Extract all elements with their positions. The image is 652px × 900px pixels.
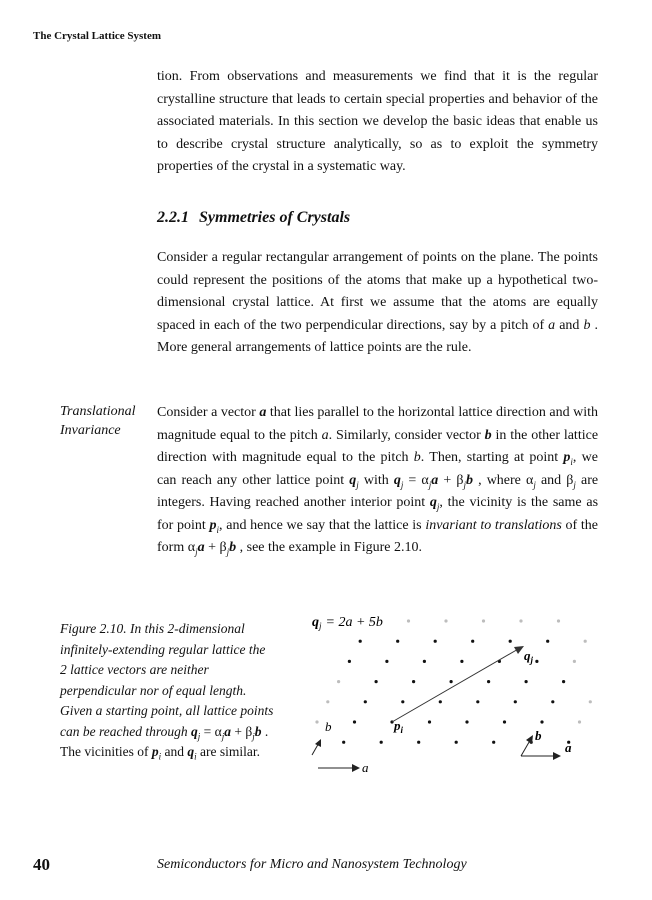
- rectangular-lattice-paragraph: [157, 247, 598, 360]
- emphasis: invariant to translations: [425, 517, 562, 533]
- tp-text: and: [540, 472, 562, 488]
- label-b-right: b: [535, 728, 542, 743]
- tp-text: , and hence we say that the lattice is: [219, 517, 422, 533]
- rect-text-2: . More general arrangements of lattice points are the rule.: [157, 317, 599, 355]
- tp-text: , the vicinity is the same as for point: [157, 495, 599, 533]
- lattice-point: [492, 741, 495, 744]
- equals-sign: =: [408, 472, 417, 488]
- margin-note-line-2: Invariance: [60, 423, 121, 438]
- subscript: i: [158, 751, 162, 762]
- caption-text: are similar.: [200, 744, 260, 759]
- point-q: q: [393, 472, 401, 488]
- tp-text: with: [363, 472, 389, 488]
- beta-symbol: β: [245, 723, 253, 739]
- caption-text: Figure 2.10. In this 2-dimensional infinitely-extending regular lattice the 2 lattice vectors are neither perpendicular nor of equal length. Given a starting point, all lattice points can be reached through: [60, 621, 274, 739]
- vector-a: a: [431, 472, 439, 488]
- vector-b: b: [484, 427, 492, 443]
- point-q: q: [349, 472, 357, 488]
- lattice-point: [396, 640, 399, 643]
- subscript: i: [194, 751, 197, 762]
- symbol-b: b: [583, 317, 591, 333]
- point-q: q: [187, 744, 195, 759]
- book-title: Semiconductors for Micro and Nanosystem Technology: [157, 857, 467, 872]
- tp-text: , we can reach any other lattice point: [157, 450, 598, 488]
- plus-sign: +: [443, 472, 452, 488]
- lattice-point: [364, 700, 367, 703]
- lattice-point: [337, 680, 340, 683]
- tp-text: . Similarly, consider vector: [328, 427, 481, 443]
- label-a-bottom: a: [362, 760, 369, 775]
- lattice-point: [519, 619, 522, 622]
- page-number: 40: [33, 855, 50, 874]
- point-q: q: [429, 495, 437, 510]
- tp-text: are integers. Having reached another interior point: [157, 472, 599, 510]
- alpha-symbol: α: [187, 540, 196, 555]
- lattice-point: [509, 640, 512, 643]
- lattice-point: [471, 640, 474, 643]
- lattice-point: [444, 619, 447, 622]
- beta-symbol: β: [456, 472, 464, 488]
- lattice-point: [546, 640, 549, 643]
- vector-a: a: [224, 723, 231, 739]
- figure-equation: [312, 615, 383, 631]
- tp-text: . Then, starting at point: [420, 450, 559, 465]
- vector-a-bottom-arrowhead: [352, 764, 360, 772]
- equation-rest: = 2a + 5b: [325, 615, 383, 630]
- subscript: i: [570, 456, 573, 467]
- translation-paragraph: [157, 402, 598, 560]
- lattice-point: [562, 680, 565, 683]
- lattice-dots: [315, 619, 592, 743]
- subscript: j: [226, 546, 230, 557]
- lattice-point: [342, 741, 345, 744]
- caption-text: . The vicinities of: [60, 723, 269, 759]
- point-p: p: [151, 744, 159, 759]
- figure-caption: [60, 619, 275, 763]
- lattice-point: [412, 680, 415, 683]
- tp-text: , see the example in Figure 2.10.: [239, 540, 422, 555]
- lattice-point: [476, 700, 479, 703]
- section-heading: [157, 209, 350, 227]
- rect-text-1: Consider a regular rectangular arrangement of points on the plane. The points could represent the positions of the atoms that make up a hypothetical two-dimensional crystal lattice. At first we assume that the atoms are equally spaced in each of the two perpendicular directions, say by a pitch of: [157, 250, 598, 333]
- lattice-point: [326, 700, 329, 703]
- lattice-point: [434, 640, 437, 643]
- lattice-point: [439, 700, 442, 703]
- plus-sign: +: [208, 540, 216, 555]
- lattice-point: [487, 680, 490, 683]
- label-pi-sub: i: [400, 725, 404, 735]
- lattice-point: [428, 720, 431, 723]
- running-head: The Crystal Lattice System: [33, 30, 162, 42]
- rect-text-and: and: [559, 317, 580, 333]
- symbol-b: b: [413, 450, 421, 465]
- point-p: p: [563, 450, 571, 465]
- label-qj-letter: q: [524, 648, 531, 663]
- vector-a: a: [197, 540, 205, 555]
- symbol-a: a: [548, 317, 556, 333]
- lattice-point: [359, 640, 362, 643]
- intro-paragraph: tion. From observations and measurements we find that it is the regular crystalline structure that leads to certain special properties and behavior of the associated materials. In this section we develop the basic ideas that enable us to describe crystal structure analytically, so as to exploit the symmetry properties of the crystal in a systematic way.: [157, 69, 598, 174]
- lattice-point: [503, 720, 506, 723]
- vector-b: b: [254, 723, 262, 739]
- label-qj-sub: j: [530, 655, 534, 665]
- point-q: q: [190, 723, 198, 739]
- lattice-point: [584, 640, 587, 643]
- subscript: j: [197, 731, 201, 742]
- lattice-point: [380, 741, 383, 744]
- beta-symbol: β: [566, 472, 574, 488]
- lattice-point: [540, 720, 543, 723]
- equation-subscript: j: [319, 621, 322, 631]
- subscript: j: [428, 479, 432, 490]
- subscript: j: [533, 479, 536, 490]
- subscript: j: [221, 731, 225, 742]
- vector-a: a: [259, 405, 267, 420]
- label-qj: [524, 648, 534, 665]
- lattice-point: [535, 660, 538, 663]
- lattice-point: [348, 660, 351, 663]
- subscript: j: [436, 501, 440, 512]
- label-b-left: b: [325, 719, 332, 734]
- tp-text: in the other lattice direction with magnitude equal to the pitch: [157, 427, 599, 465]
- lattice-point: [557, 619, 560, 622]
- lattice-point: [417, 741, 420, 744]
- point-p: p: [209, 517, 217, 533]
- section-number: 2.2.1: [157, 209, 189, 226]
- lattice-point: [460, 660, 463, 663]
- plus-sign: +: [234, 723, 242, 739]
- beta-symbol: β: [219, 540, 227, 555]
- subscript: j: [252, 731, 255, 742]
- lattice-point: [385, 660, 388, 663]
- lattice-point: [315, 720, 318, 723]
- label-a-right: a: [565, 740, 572, 755]
- lattice-point: [423, 660, 426, 663]
- translation-vector-line: [392, 648, 520, 722]
- subscript: j: [573, 479, 576, 490]
- lattice-point: [482, 619, 485, 622]
- symbol-a: a: [321, 427, 329, 443]
- section-title: Symmetries of Crystals: [199, 209, 351, 226]
- lattice-point: [375, 680, 378, 683]
- lattice-point: [573, 660, 576, 663]
- lattice-point: [450, 680, 453, 683]
- lattice-point: [407, 619, 410, 622]
- tp-text: that lies parallel to the horizontal lattice direction and with magnitude equal to the pitch: [157, 405, 599, 443]
- caption-text: and: [164, 744, 184, 759]
- tp-text: of the form: [157, 517, 599, 555]
- lattice-point: [455, 741, 458, 744]
- equation-q: q: [312, 615, 319, 630]
- label-pi: [393, 718, 404, 735]
- subscript: j: [400, 479, 404, 490]
- lattice-point: [401, 700, 404, 703]
- alpha-symbol: α: [421, 472, 429, 488]
- lattice-point: [578, 720, 581, 723]
- vector-b: b: [466, 472, 474, 488]
- vector-b-right-arrowhead: [526, 735, 533, 744]
- subscript: j: [195, 546, 198, 557]
- lattice-figure: [300, 600, 600, 780]
- tp-text: Consider a vector: [157, 405, 256, 420]
- vector-b-left-arrowhead: [315, 739, 321, 747]
- lattice-point: [589, 700, 592, 703]
- subscript: i: [216, 524, 220, 535]
- subscript: j: [463, 479, 467, 490]
- equals-sign: =: [203, 723, 212, 739]
- subscript: j: [356, 479, 359, 490]
- lattice-point: [465, 720, 468, 723]
- tp-text: , where: [478, 472, 521, 488]
- vector-a-right-arrowhead: [553, 752, 561, 760]
- alpha-symbol: α: [526, 472, 534, 488]
- translation-vector-arrowhead: [514, 646, 524, 654]
- label-pi-letter: p: [394, 718, 401, 733]
- lattice-point: [514, 700, 517, 703]
- margin-note-line-1: Translational: [60, 404, 136, 419]
- lattice-point: [353, 720, 356, 723]
- vector-b: b: [229, 540, 237, 555]
- lattice-point: [525, 680, 528, 683]
- lattice-point: [551, 700, 554, 703]
- margin-note: [60, 402, 155, 440]
- alpha-symbol: α: [214, 723, 222, 739]
